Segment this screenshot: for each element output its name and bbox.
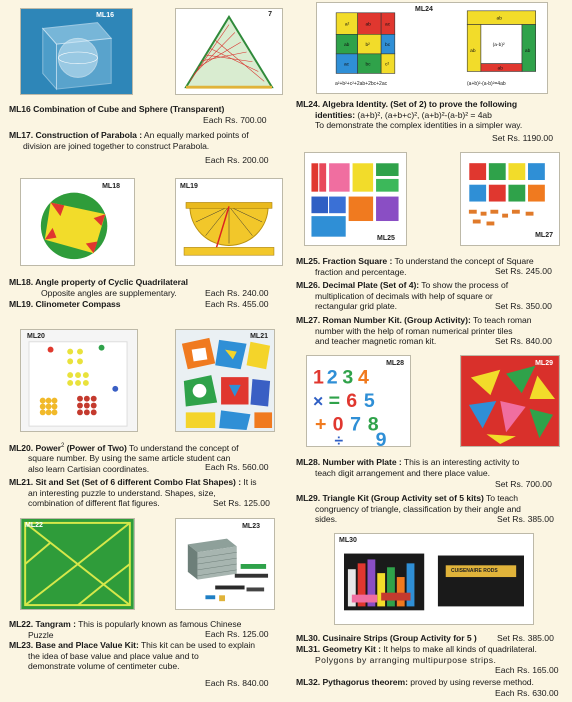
ml16-description (9, 104, 281, 115)
ml17-price: Each Rs. 200.00 (205, 155, 269, 165)
ml23-image-tag: ML23 (242, 523, 260, 530)
ml18-image-tag: ML18 (102, 183, 120, 190)
svg-text:÷: ÷ (334, 433, 344, 446)
ml24-algebra-identity-image (316, 2, 548, 94)
ml27-title: ML27. Roman Number Kit. (Group Activity): (296, 315, 471, 325)
ml16-image-tag: ML16 (96, 12, 114, 19)
ml31-description: ML31. Geometry Kit : It helps to make all kinds of quadrilateral. Polygons by arranging multipurpose strips. (296, 644, 537, 665)
ml27-roman-number-image (460, 152, 560, 246)
svg-text:ab: ab (524, 48, 531, 54)
ml32-price: Each Rs. 630.00 (495, 688, 559, 698)
svg-text:(a-b)²: (a-b)² (492, 43, 505, 49)
ml16-title: ML16 Combination of Cube and Sphere (Transparent) (9, 104, 225, 114)
svg-text:ab: ab (470, 48, 476, 54)
ml21-image-tag: ML21 (250, 333, 268, 340)
svg-text:0: 0 (332, 413, 344, 436)
ml25-fraction-square-image (304, 152, 407, 246)
ml30-price: Set Rs. 385.00 (497, 633, 554, 643)
ml19-clinometer-image (175, 178, 283, 266)
svg-text:ac: ac (343, 62, 350, 68)
ml28-title: ML28. Number with Plate : (296, 457, 402, 467)
ml31-title: ML31. Geometry Kit : (296, 644, 381, 654)
ml23-title: ML23. Base and Place Value Kit: (9, 640, 139, 650)
ml21-description: ML21. Sit and Set (Set of 6 different Combo Flat Shapes) : It is an interesting puzzle to understand. Shapes, size, combination of different flat figures. (9, 477, 257, 509)
ml17-description: ML17. Construction of Parabola : An equally marked points of division are joined together to construct Parabola. (9, 130, 249, 151)
svg-text:ac: ac (385, 22, 391, 28)
ml21-title: ML21. Sit and Set (Set of 6 different Combo Flat Shapes) : (9, 477, 242, 487)
ml30-cuisenaire-image (334, 533, 534, 625)
ml17-title: ML17. Construction of Parabola : (9, 130, 143, 140)
ml24-formula-right: (a+b)²-(a-b)²=4ab (467, 81, 506, 87)
svg-text:7: 7 (350, 413, 362, 436)
ml20-description: ML20. Power$^2$ (Power of Two) To understand the concept of square number. By using the same article student can also learn Cartisian coordinates. (9, 442, 239, 475)
ml18-cyclic-quadrilateral-image (20, 178, 135, 266)
ml29-description: ML29. Triangle Kit (Group Activity set of 5 kits) To teach congruency of triangle, classification by their angle and sides. (296, 493, 521, 525)
ml19-price: Each Rs. 455.00 (205, 299, 269, 309)
ml19-description (9, 299, 199, 310)
svg-text:c²: c² (385, 62, 390, 68)
svg-text:8: 8 (367, 413, 379, 436)
ml22-title: ML22. Tangram : (9, 619, 76, 629)
svg-text:6: 6 (346, 389, 358, 412)
svg-text:b²: b² (365, 43, 370, 49)
ml28-number-plate-image (306, 355, 411, 447)
svg-text:=: = (328, 389, 341, 412)
ml23-price: Each Rs. 840.00 (205, 678, 269, 688)
ml20-price: Each Rs. 560.00 (205, 462, 269, 472)
ml32-description: ML32. Pythagorus theorem: proved by using reverse method. (296, 677, 534, 687)
ml29-price: Set Rs. 385.00 (497, 514, 554, 524)
svg-text:×: × (313, 390, 324, 411)
ml24-price: Set Rs. 1190.00 (492, 133, 553, 143)
ml20-image-tag: ML20 (27, 333, 45, 340)
ml25-title: ML25. Fraction Square : (296, 256, 393, 266)
ml31-price: Each Rs. 165.00 (495, 665, 559, 675)
svg-text:2: 2 (326, 366, 338, 389)
ml18-title: ML18. Angle property of Cyclic Quadrilateral (9, 277, 188, 287)
svg-text:3: 3 (342, 366, 354, 389)
ml24-image-tag: ML24 (415, 6, 433, 13)
ml22-price: Each Rs. 125.00 (205, 629, 269, 639)
ml16-price: Each Rs. 700.00 (203, 115, 267, 125)
ml30-title: ML30. Cusinaire Strips (Group Activity for 5 ) (296, 633, 477, 643)
ml30-image-tag: ML30 (339, 537, 357, 544)
ml21-price: Set Rs. 125.00 (213, 498, 270, 508)
ml17-parabola-image (175, 8, 283, 95)
ml20-title: ML20. Power (9, 442, 61, 453)
ml22-description: ML22. Tangram : This is popularly known as famous Chinese Puzzle (9, 619, 242, 640)
svg-text:4: 4 (358, 366, 369, 389)
ml23-base-place-value-image (175, 518, 275, 610)
svg-text:ab: ab (343, 43, 350, 49)
svg-text:ab: ab (496, 16, 503, 22)
ml21-flat-shapes-image (175, 329, 275, 432)
ml19-image-tag: ML19 (180, 183, 198, 190)
ml27-image-tag: ML27 (535, 232, 553, 239)
ml26-description: ML26. Decimal Plate (Set of 4): To show the process of multiplication of decimals with help of square or rectangular grid plate. (296, 280, 509, 312)
ml23-description: ML23. Base and Place Value Kit: This kit can be used to explain the idea of base value and place value and to demonstrate volume of centimeter cube. (9, 640, 256, 672)
ml20-power-image (20, 329, 138, 432)
ml22-image-tag: ML22 (25, 522, 43, 529)
ml27-description: ML27. Roman Number Kit. (Group Activity): To teach roman number with the help of roman numerical printer tiles and teacher magnetic roman kit. (296, 315, 532, 347)
svg-text:1: 1 (313, 366, 324, 389)
ml28-description: ML28. Number with Plate : This is an interesting activity to teach digit arrangement and there place value. (296, 457, 520, 478)
ml19-title: ML19. Clinometer Compass (9, 299, 121, 309)
ml32-title: ML32. Pythagorus theorem: (296, 677, 408, 687)
ml30-description (296, 633, 496, 644)
ml25-price: Set Rs. 245.00 (495, 266, 552, 276)
ml18-price: Each Rs. 240.00 (205, 288, 269, 298)
ml18-description: ML18. Angle property of Cyclic Quadrilateral Opposite angles are supplementary. (9, 277, 188, 298)
ml25-image-tag: ML25 (377, 235, 395, 242)
ml29-triangle-kit-image (460, 355, 560, 447)
ml28-price: Set Rs. 700.00 (495, 479, 552, 489)
ml26-title: ML26. Decimal Plate (Set of 4): (296, 280, 420, 290)
ml27-price: Set Rs. 840.00 (495, 336, 552, 346)
ml22-tangram-image (20, 518, 135, 610)
svg-text:ab: ab (497, 66, 503, 72)
ml24-title: ML24. Algebra Identity. (Set of 2) to prove the following (296, 99, 518, 109)
svg-text:5: 5 (363, 389, 375, 412)
ml26-price: Set Rs. 350.00 (495, 301, 552, 311)
ml16-cube-sphere-image (20, 8, 133, 95)
svg-text:bc: bc (365, 62, 371, 68)
ml24-description: ML24. Algebra Identity. (Set of 2) to prove the following identities: (a+b)², (a+b+c)², (a+b)²-(a-b)² = 4ab To demonstrate the complex identities in a simpler way. (296, 99, 523, 131)
svg-text:bc: bc (385, 43, 391, 49)
svg-text:a²: a² (344, 22, 350, 28)
ml29-image-tag: ML29 (535, 360, 553, 367)
ml29-title: ML29. Triangle Kit (Group Activity set of 5 kits) (296, 493, 484, 503)
ml24-formula-left: a²+b²+c²+2ab+2bc+2ac (335, 81, 388, 87)
ml25-description: ML25. Fraction Square : To understand the concept of Square fraction and percentage. (296, 256, 534, 277)
ml30-box-label: CUISENAIRE RODS (451, 568, 498, 574)
svg-text:ab: ab (365, 22, 371, 28)
svg-text:+: + (314, 413, 327, 436)
ml17-image-tag: 7 (268, 11, 272, 18)
svg-text:9: 9 (375, 429, 387, 446)
ml28-image-tag: ML28 (386, 360, 404, 367)
